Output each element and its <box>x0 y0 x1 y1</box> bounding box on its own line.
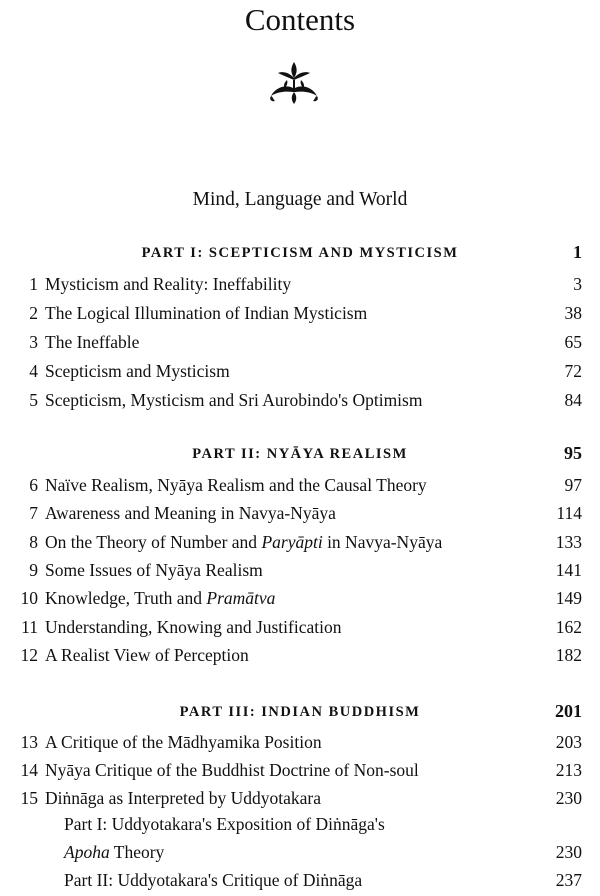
chapter-title-text: Awareness and Meaning in Navya-Nyāya <box>45 503 336 524</box>
chapter-title-text: Understanding, Knowing and Justification <box>45 616 342 637</box>
page-number: 65 <box>564 332 582 352</box>
toc-entry[interactable] <box>0 475 600 501</box>
chapter-title-text: A Realist View of Perception <box>45 644 249 665</box>
chapter-title-text: Some Issues of Nyāya Realism <box>45 559 263 580</box>
toc-subentry[interactable] <box>0 870 600 896</box>
part-heading-label: PART II: NYĀYA REALISM <box>192 446 408 462</box>
chapter-title <box>45 274 291 295</box>
chapter-title-text: Theory <box>109 842 165 862</box>
chapter-title <box>45 332 139 353</box>
toc-entry[interactable] <box>0 390 600 416</box>
chapter-number: 2 <box>29 303 38 323</box>
chapter-number: 12 <box>20 644 38 665</box>
chapter-title-text: Naïve Realism, Nyāya Realism and the Causal Theory <box>45 475 427 495</box>
chapter-title <box>45 503 336 524</box>
chapter-title <box>45 532 442 553</box>
part-heading-label: PART I: SCEPTICISM AND MYSTICISM <box>141 245 459 261</box>
toc-entry[interactable] <box>0 332 600 358</box>
page-number: 141 <box>555 559 582 580</box>
page-number: 237 <box>555 870 582 890</box>
chapter-number: 3 <box>29 332 38 352</box>
chapter-title-text: The Logical Illumination of Indian Mysticism <box>45 303 368 323</box>
chapter-title-italic: Apoha <box>64 842 110 862</box>
chapter-title <box>45 760 419 781</box>
toc-subentry[interactable] <box>0 814 600 840</box>
chapter-title <box>45 645 249 666</box>
chapter-number: 5 <box>29 390 38 410</box>
toc-entry[interactable] <box>0 532 600 558</box>
page-number: 182 <box>555 644 582 665</box>
chapter-title <box>45 303 367 324</box>
toc-entry[interactable] <box>0 788 600 814</box>
part-heading <box>0 443 600 467</box>
chapter-title <box>64 870 362 891</box>
chapter-title <box>64 842 164 863</box>
part-heading-label: PART III: INDIAN BUDDHISM <box>179 704 421 720</box>
page-number: 114 <box>556 503 582 524</box>
page-number: 213 <box>555 760 582 780</box>
chapter-number: 6 <box>29 475 38 495</box>
chapter-title <box>45 788 321 809</box>
chapter-title-text: Scepticism and Mysticism <box>45 361 230 381</box>
toc-entry[interactable] <box>0 588 600 614</box>
chapter-title-text: On the Theory of Number and <box>45 531 262 552</box>
page-number: 203 <box>555 732 582 752</box>
page-number: 149 <box>555 588 582 609</box>
part-heading <box>0 701 600 725</box>
chapter-number: 10 <box>20 588 38 609</box>
chapter-number: 8 <box>29 531 38 552</box>
part-heading <box>0 242 600 266</box>
toc-entry[interactable] <box>0 732 600 758</box>
book-title: Mind, Language and World <box>192 189 408 210</box>
toc-entry[interactable] <box>0 503 600 529</box>
chapter-title-italic: Pramātva <box>206 588 276 609</box>
chapter-title <box>45 390 422 411</box>
toc-entry[interactable] <box>0 274 600 300</box>
chapter-number: 1 <box>29 274 38 294</box>
page-number: 38 <box>564 303 582 323</box>
toc-entry[interactable] <box>0 645 600 671</box>
toc-entry[interactable] <box>0 760 600 786</box>
page-number: 97 <box>564 475 582 495</box>
toc-subentry[interactable] <box>0 842 600 868</box>
page-number: 84 <box>564 390 582 410</box>
toc-entry[interactable] <box>0 361 600 387</box>
chapter-title <box>45 732 322 753</box>
fleuron-ornament-icon <box>265 58 323 106</box>
chapter-number: 14 <box>20 760 38 780</box>
chapter-title-text: Mysticism and Reality: Ineffability <box>45 274 292 294</box>
page-number: 230 <box>555 788 582 808</box>
part-page-number: 201 <box>555 701 582 721</box>
chapter-title-text: Diṅnāga as Interpreted by Uddyotakara <box>45 788 322 808</box>
part-page-number: 1 <box>573 242 582 262</box>
part-page-number: 95 <box>564 443 582 463</box>
chapter-number: 11 <box>21 616 38 637</box>
toc-entry[interactable] <box>0 303 600 329</box>
chapter-title-text: The Ineffable <box>45 332 140 352</box>
page-number: 162 <box>555 616 582 637</box>
page-number: 133 <box>555 531 582 552</box>
page-number: 230 <box>555 842 582 862</box>
chapter-title <box>45 560 263 581</box>
chapter-title <box>45 588 275 609</box>
chapter-title <box>64 814 385 835</box>
chapter-title-text: Knowledge, Truth and <box>45 588 207 609</box>
chapter-title-text: Part II: Uddyotakara's Critique of Diṅnāga <box>64 870 363 890</box>
chapter-title-text: Part I: Uddyotakara's Exposition of Diṅnāga's <box>64 814 385 834</box>
page-title: Contents <box>244 2 356 37</box>
chapter-title-text: in Navya-Nyāya <box>322 531 443 552</box>
chapter-number: 9 <box>29 559 38 580</box>
chapter-title <box>45 475 427 496</box>
chapter-title-text: A Critique of the Mādhyamika Position <box>45 732 322 752</box>
page-number: 72 <box>564 361 582 381</box>
chapter-number: 13 <box>20 732 38 752</box>
chapter-title-italic: Paryāpti <box>261 531 323 552</box>
toc-entry[interactable] <box>0 560 600 586</box>
chapter-title-text: Nyāya Critique of the Buddhist Doctrine of Non-soul <box>45 760 419 780</box>
page-number: 3 <box>573 274 582 294</box>
toc-entry[interactable] <box>0 617 600 643</box>
chapter-number: 4 <box>29 361 38 381</box>
chapter-title <box>45 617 341 638</box>
chapter-number: 15 <box>20 788 38 808</box>
chapter-number: 7 <box>29 503 38 524</box>
chapter-title-text: Scepticism, Mysticism and Sri Aurobindo's Optimism <box>45 390 423 410</box>
chapter-title <box>45 361 230 382</box>
